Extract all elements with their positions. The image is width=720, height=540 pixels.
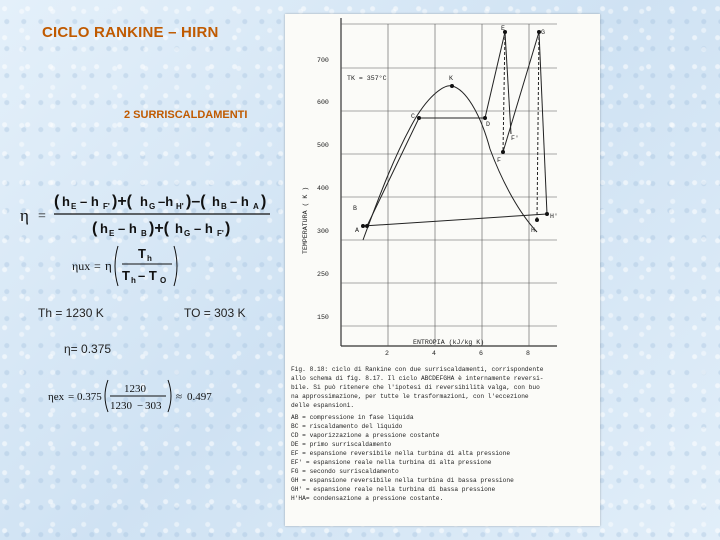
point-label: D <box>486 121 490 128</box>
svg-text:– h: – h <box>80 194 99 209</box>
point-label: H' <box>550 213 558 220</box>
efficiency-formula <box>18 185 278 245</box>
svg-text:h: h <box>140 194 148 209</box>
slide-title: CICLO RANKINE – HIRN <box>42 24 219 41</box>
svg-text:bile. Si può ritenere che l'ip: bile. Si può ritenere che l'ipotesi di reversibilità valga, con buo <box>291 384 540 391</box>
figure-caption <box>291 366 544 502</box>
x-tick-label: 6 <box>479 350 483 357</box>
svg-text:B: B <box>221 202 227 211</box>
point-label: F <box>497 157 501 164</box>
svg-text:T: T <box>138 246 146 261</box>
svg-text:G: G <box>184 229 191 238</box>
point-label: G <box>541 29 545 36</box>
svg-text:– h: – h <box>118 221 137 236</box>
svg-text:EF' = espansione reale nella t: EF' = espansione reale nella turbina di alta pressione <box>291 459 492 466</box>
eq-sign-3: = <box>68 391 75 403</box>
svg-text:Fig. 8.18: ciclo di Rankine co: Fig. 8.18: ciclo di Rankine con due surriscaldamenti, corrispondente <box>291 366 544 373</box>
svg-text:H': H' <box>176 202 184 211</box>
y-tick-label: 700 <box>317 57 329 64</box>
svg-text:– T: – T <box>138 268 157 283</box>
svg-text:H'HA= condensazione a pression: H'HA= condensazione a pressione costante. <box>291 495 444 502</box>
to-value: TO = 303 K <box>184 306 246 320</box>
point-label: E <box>501 25 505 32</box>
point-label: B <box>353 205 357 212</box>
svg-text:−: − <box>137 400 144 412</box>
svg-text:B: B <box>141 229 147 238</box>
svg-text:)+(: )+( <box>112 193 132 210</box>
y-tick-label: 500 <box>317 142 329 149</box>
svg-text:GH = espansione reversibile n: GH = espansione reversibile nella turbina di bassa pressione <box>291 477 514 484</box>
numerator: 1230 <box>124 383 146 395</box>
svg-text:h: h <box>175 221 183 236</box>
svg-text:– h: – h <box>230 194 249 209</box>
x-tick-label: 2 <box>385 350 389 357</box>
point-label: F' <box>511 135 519 142</box>
svg-text:O: O <box>160 276 167 285</box>
point-label: C <box>411 113 415 120</box>
svg-text:(: ( <box>54 193 60 210</box>
y-tick-label: 150 <box>317 314 329 321</box>
point-label: A <box>355 227 359 234</box>
svg-text:(: ( <box>92 220 98 237</box>
svg-text:CD = vaporizzazione a pressio: CD = vaporizzazione a pressione costante <box>291 432 440 439</box>
svg-text:delle espansioni.: delle espansioni. <box>291 402 355 409</box>
approx-sign: ≈ <box>176 391 183 403</box>
svg-text:E: E <box>109 229 115 238</box>
svg-text:): ) <box>225 220 231 237</box>
eq-sign-1: = <box>38 209 46 224</box>
x-tick-label: 4 <box>432 350 436 357</box>
svg-text:– h: – h <box>194 221 213 236</box>
eta-symbol: η <box>20 206 29 225</box>
result-value: 0.497 <box>187 391 212 403</box>
eta-coefficient: 0.375 <box>77 391 102 403</box>
svg-text:AB = compressione in fase liq: AB = compressione in fase liquida <box>291 414 414 421</box>
svg-text:h: h <box>147 254 152 263</box>
svg-text:T: T <box>122 268 130 283</box>
denominator-b: 303 <box>145 400 162 412</box>
ts-diagram-scan <box>285 14 600 526</box>
point-label: H <box>531 227 535 234</box>
svg-text:E: E <box>71 202 77 211</box>
svg-text:BC = riscaldamento del liquid: BC = riscaldamento del liquido <box>291 423 403 430</box>
svg-text:h: h <box>100 221 108 236</box>
y-tick-label: 400 <box>317 185 329 192</box>
svg-text:)+(: )+( <box>149 220 169 237</box>
saturation-dome <box>363 86 537 240</box>
eta-value: η= 0.375 <box>64 342 112 356</box>
exergy-efficiency-formula <box>72 240 192 292</box>
ts-diagram <box>285 14 600 526</box>
exergy-efficiency-numeric <box>48 378 218 418</box>
y-tick-label: 300 <box>317 228 329 235</box>
eta-ux-label: ηux <box>72 259 91 273</box>
svg-text:FG = secondo surriscaldamento: FG = secondo surriscaldamento <box>291 468 399 475</box>
svg-text:h: h <box>62 194 70 209</box>
svg-text:F': F' <box>217 229 224 238</box>
svg-text:GH' = espansione reale nella t: GH' = espansione reale nella turbina di bassa pressione <box>291 486 496 493</box>
denominator-a: 1230 <box>110 400 132 412</box>
y-tick-label: 600 <box>317 99 329 106</box>
svg-text:allo schema di fig. 8.17. Il c: allo schema di fig. 8.17. Il ciclo ABCDEFGHA è internamente reversi- <box>291 375 544 382</box>
svg-text:F': F' <box>103 202 110 211</box>
svg-text:)–(: )–( <box>186 193 206 210</box>
eta-ex-label: ηex <box>48 391 65 403</box>
x-axis-label: ENTROPIA (kJ/kg K) <box>413 339 485 346</box>
svg-text:A: A <box>253 202 259 211</box>
tk-label: TK = 357°C <box>347 75 387 82</box>
svg-text:EF = espansione reversibile n: EF = espansione reversibile nella turbina di alta pressione <box>291 450 511 457</box>
svg-text:–h: –h <box>158 194 174 209</box>
y-axis-label: TEMPERATURA ( K ) <box>302 186 309 254</box>
svg-text:h: h <box>131 276 136 285</box>
slide-subtitle: 2 SURRISCALDAMENTI <box>124 109 248 121</box>
point-label: K <box>449 75 453 82</box>
svg-text:): ) <box>261 193 267 210</box>
y-tick-label: 250 <box>317 271 329 278</box>
th-value: Th = 1230 K <box>38 306 104 320</box>
svg-text:h: h <box>212 194 220 209</box>
svg-text:na approssimazione, per tutte: na approssimazione, per tutte le trasformazioni, con l'eccezione <box>291 393 529 400</box>
svg-text:G: G <box>149 202 156 211</box>
eq-sign-2: = <box>94 259 101 273</box>
svg-text:DE = primo surriscaldamento: DE = primo surriscaldamento <box>291 441 392 448</box>
svg-text:η: η <box>105 258 112 273</box>
x-tick-label: 8 <box>526 350 530 357</box>
